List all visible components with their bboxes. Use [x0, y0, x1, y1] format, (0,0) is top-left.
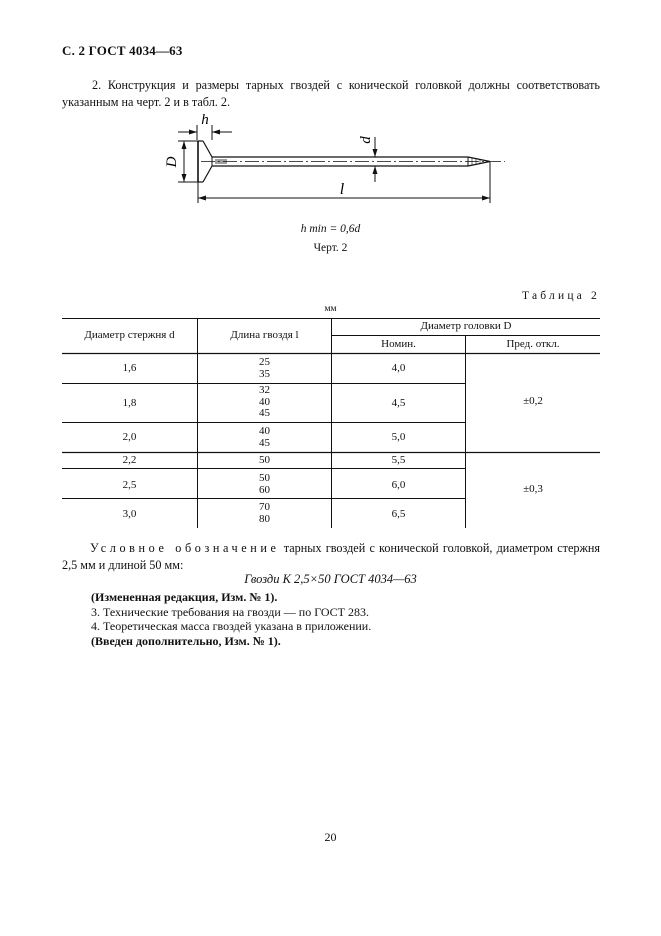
note-amendment-2: (Введен дополнительно, Изм. № 1). [91, 633, 281, 648]
row-1-lengths: 25 35 [259, 356, 270, 380]
header-tolerance: Пред. откл. [506, 338, 560, 350]
row-6-lengths: 70 80 [259, 501, 270, 525]
row-3-lengths: 40 45 [259, 425, 270, 449]
label-D: D [164, 156, 180, 168]
tolerance-group-2: ±0,3 [523, 483, 543, 495]
designation-lead: Условное обозначение [90, 541, 280, 555]
row-4-d: 2,2 [122, 454, 137, 466]
row-5-D: 6,0 [391, 479, 406, 491]
note-4: 4. Теоретическая масса гвоздей указана в приложении. [91, 619, 372, 633]
row-3-D: 5,0 [391, 431, 406, 443]
notes [91, 590, 371, 648]
label-l: l [339, 181, 345, 198]
paragraph-construction: 2. Конструкция и размеры тарных гвоздей с конической головкой должны соответствовать указанным на черт. 2 и в табл. 2. [62, 78, 600, 109]
page-header: С. 2 ГОСТ 4034—63 [62, 43, 183, 58]
designation-paragraph [62, 540, 600, 574]
table-title: Таблица 2 [522, 290, 600, 302]
table-unit: мм [324, 304, 337, 314]
header-head-diameter: Диаметр головки D [420, 320, 512, 332]
row-1-d: 1,6 [122, 362, 137, 374]
note-amendment-1: (Измененная редакция, Изм. № 1). [91, 590, 278, 604]
row-5-lengths: 50 60 [259, 472, 270, 496]
row-4-lengths: 50 [259, 454, 270, 466]
row-6-d: 3,0 [122, 508, 137, 520]
header-nail-length: Длина гвоздя l [230, 329, 299, 341]
nail-shank [201, 157, 505, 166]
label-h: h [201, 112, 209, 128]
row-3-d: 2,0 [122, 431, 137, 443]
row-2-d: 1,8 [122, 397, 137, 409]
tolerance-group-1: ±0,2 [523, 395, 543, 407]
designation-formula: Гвозди К 2,5×50 ГОСТ 4034—63 [244, 572, 417, 586]
header-rod-diameter: Диаметр стержня d [84, 329, 175, 341]
designation-text: тарных гвоздей с конической головкой, диаметром стержня 2,5 мм и длиной 50 мм: [62, 541, 601, 572]
row-2-lengths: 32 40 45 [259, 384, 270, 419]
note-3: 3. Технические требования на гвозди — по ГОСТ 283. [91, 604, 369, 619]
row-4-D: 5,5 [391, 454, 406, 466]
header-nominal: Номин. [381, 338, 416, 350]
dimensions-table [62, 318, 600, 528]
drawing-formula: h min = 0,6d [300, 223, 361, 235]
dimension-D [178, 141, 200, 182]
label-d: d [358, 136, 374, 144]
row-1-D: 4,0 [391, 362, 406, 374]
row-6-D: 6,5 [391, 508, 406, 520]
row-5-d: 2,5 [122, 479, 137, 491]
row-2-D: 4,5 [391, 397, 406, 409]
nail-drawing [0, 110, 661, 215]
page-number: 20 [324, 830, 337, 844]
drawing-caption: Черт. 2 [313, 242, 348, 254]
